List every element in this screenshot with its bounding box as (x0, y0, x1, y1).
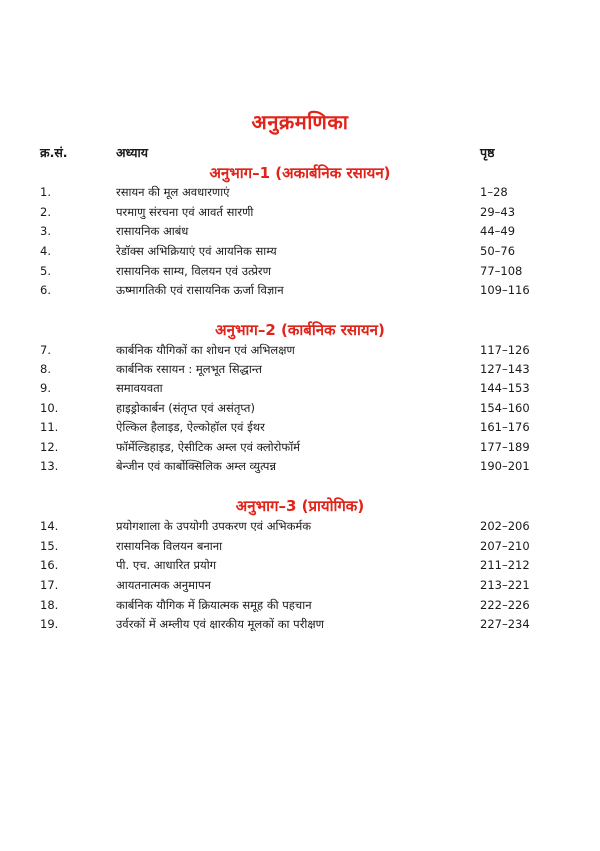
list-item (0, 244, 600, 262)
item-pages: 77–108 (480, 264, 523, 278)
list-item (0, 420, 600, 438)
item-pages: 1–28 (480, 185, 508, 199)
item-chapter: आयतनात्मक अनुमापन (116, 578, 211, 592)
item-chapter: रसायन की मूल अवधारणाएं (116, 185, 230, 199)
page-title: अनुक्रमणिका (251, 110, 349, 134)
list-item (0, 440, 600, 458)
item-number: 19. (40, 617, 59, 631)
item-pages: 190–201 (480, 459, 530, 473)
item-chapter: प्रयोगशाला के उपयोगी उपकरण एवं अभिकर्मक (116, 519, 312, 533)
list-item (0, 185, 600, 203)
item-number: 8. (40, 362, 51, 376)
item-number: 11. (40, 420, 59, 434)
item-chapter: परमाणु संरचना एवं आवर्त सारणी (116, 205, 254, 219)
item-chapter: ऐल्किल हैलाइड, ऐल्कोहॉल एवं ईथर (116, 420, 265, 434)
item-number: 15. (40, 539, 59, 553)
list-item (0, 578, 600, 596)
item-chapter: रेडॉक्स अभिक्रियाएं एवं आयनिक साम्य (116, 244, 277, 258)
item-pages: 109–116 (480, 283, 530, 297)
item-pages: 144–153 (480, 381, 530, 395)
list-item (0, 519, 600, 537)
column-header-number: क्र.सं. (40, 145, 68, 160)
item-pages: 177–189 (480, 440, 530, 454)
item-pages: 127–143 (480, 362, 530, 376)
item-number: 1. (40, 185, 51, 199)
item-chapter: कार्बनिक यौगिक में क्रियात्मक समूह की पहचान (116, 598, 312, 612)
item-number: 18. (40, 598, 59, 612)
list-item (0, 617, 600, 635)
item-number: 16. (40, 558, 59, 572)
item-number: 7. (40, 343, 51, 357)
list-item (0, 598, 600, 616)
item-number: 14. (40, 519, 59, 533)
item-pages: 211–212 (480, 558, 530, 572)
list-item (0, 539, 600, 557)
item-number: 12. (40, 440, 59, 454)
item-pages: 227–234 (480, 617, 530, 631)
item-chapter: कार्बनिक यौगिकों का शोधन एवं अभिलक्षण (116, 343, 295, 357)
item-number: 13. (40, 459, 59, 473)
list-item (0, 401, 600, 419)
list-item (0, 264, 600, 282)
item-number: 17. (40, 578, 59, 592)
section-heading-3: अनुभाग–3 (प्रायोगिक) (235, 497, 365, 515)
list-item (0, 283, 600, 301)
item-number: 6. (40, 283, 51, 297)
item-chapter: रासायनिक साम्य, विलयन एवं उत्प्रेरण (116, 264, 271, 278)
item-chapter: कार्बनिक रसायन : मूलभूत सिद्धान्त (116, 362, 262, 376)
list-item (0, 459, 600, 477)
item-chapter: रासायनिक आबंध (116, 224, 189, 238)
item-chapter: फॉर्मेल्डिहाइड, ऐसीटिक अम्ल एवं क्लोरोफॉर्म (116, 440, 301, 454)
item-pages: 50–76 (480, 244, 516, 258)
section-heading-1: अनुभाग–1 (अकार्बनिक रसायन) (209, 164, 391, 182)
item-pages: 213–221 (480, 578, 530, 592)
item-pages: 44–49 (480, 224, 516, 238)
item-number: 10. (40, 401, 59, 415)
section-heading-2: अनुभाग–2 (कार्बनिक रसायन) (215, 321, 385, 339)
item-chapter: उर्वरकों में अम्लीय एवं क्षारकीय मूलकों का परीक्षण (116, 617, 324, 631)
item-pages: 161–176 (480, 420, 530, 434)
list-item (0, 362, 600, 380)
list-item (0, 224, 600, 242)
column-header-chapter: अध्याय (116, 145, 148, 160)
item-chapter: हाइड्रोकार्बन (संतृप्त एवं असंतृप्त) (116, 401, 255, 415)
list-item (0, 381, 600, 399)
list-item (0, 205, 600, 223)
item-chapter: बेन्जीन एवं कार्बोक्सिलिक अम्ल व्युत्पन्न (116, 459, 277, 473)
item-pages: 117–126 (480, 343, 530, 357)
item-pages: 202–206 (480, 519, 530, 533)
item-number: 9. (40, 381, 51, 395)
item-number: 4. (40, 244, 51, 258)
list-item (0, 343, 600, 361)
item-chapter: रासायनिक विलयन बनाना (116, 539, 223, 553)
item-chapter: समावयवता (116, 381, 163, 395)
item-chapter: ऊष्मागतिकी एवं रासायनिक ऊर्जा विज्ञान (116, 283, 284, 297)
item-number: 5. (40, 264, 51, 278)
item-number: 3. (40, 224, 51, 238)
item-chapter: पी. एच. आधारित प्रयोग (116, 558, 217, 572)
list-item (0, 558, 600, 576)
column-header-page: पृष्ठ (480, 145, 495, 160)
item-pages: 207–210 (480, 539, 530, 553)
item-pages: 29–43 (480, 205, 516, 219)
item-pages: 222–226 (480, 598, 530, 612)
item-pages: 154–160 (480, 401, 530, 415)
item-number: 2. (40, 205, 51, 219)
